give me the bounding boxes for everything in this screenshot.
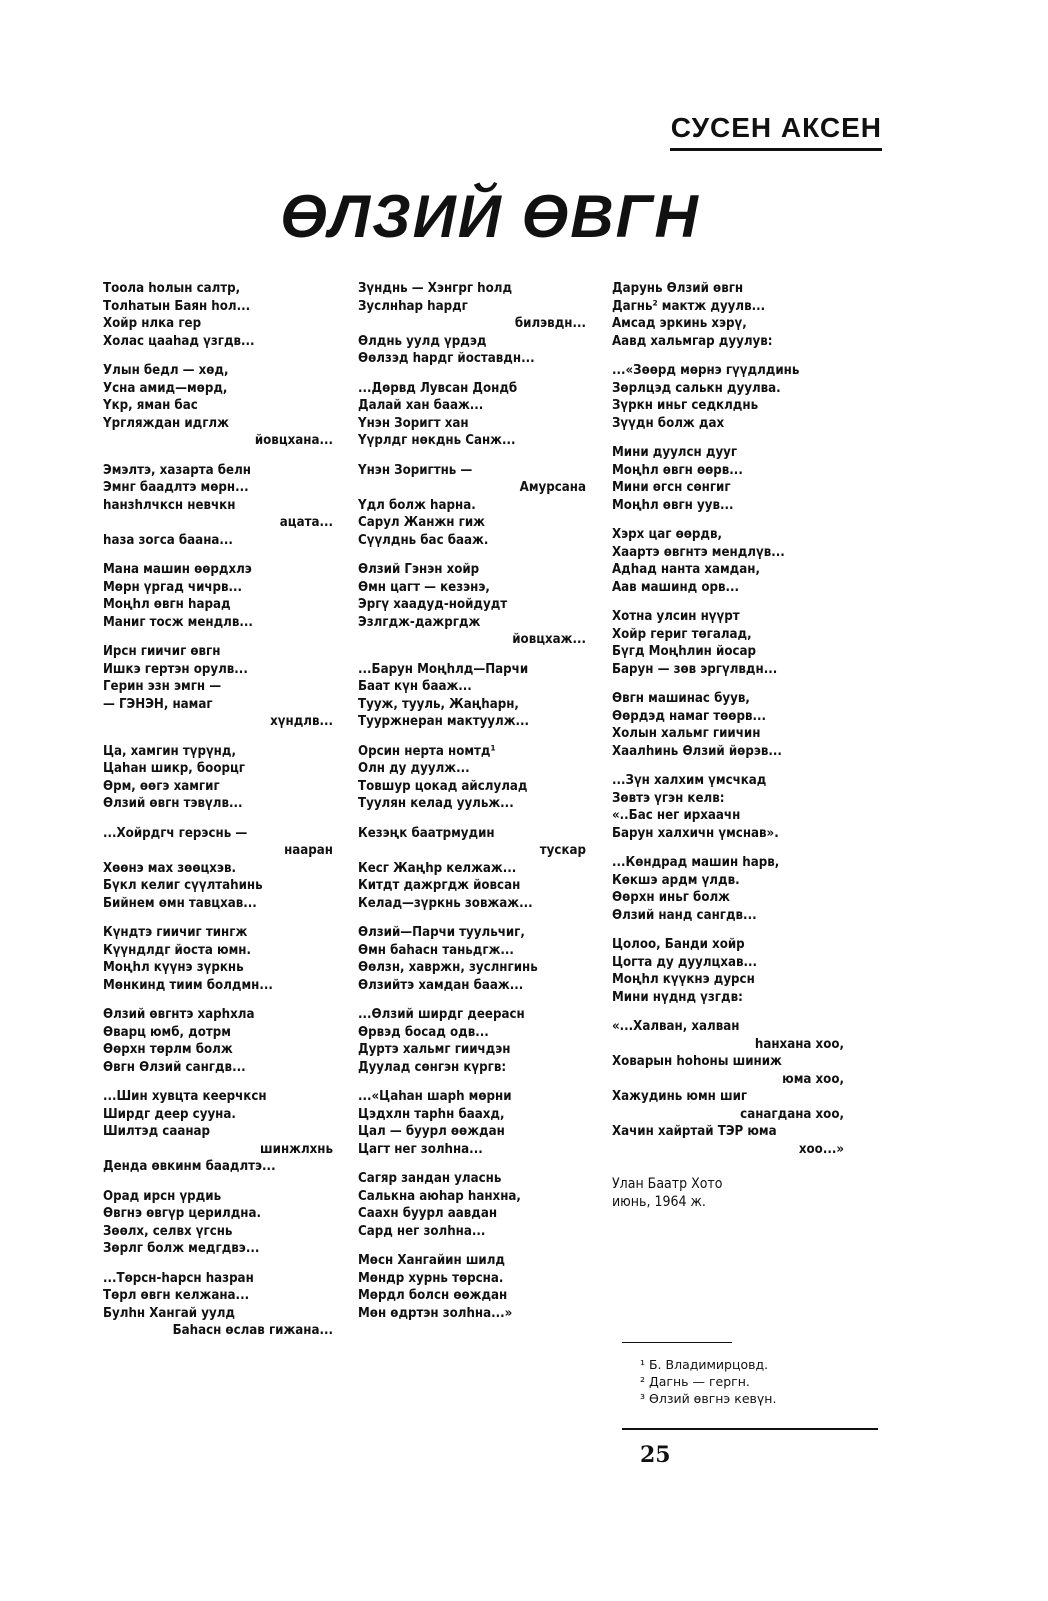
verse-line: Хачин хайртай ТЭР юма <box>612 1124 777 1139</box>
verse-line: Мини нүднд үзгдв: <box>612 989 743 1005</box>
verse-line: Мөн өдртэн золhна...» <box>358 1305 513 1321</box>
verse-line: Сард нег золhна... <box>358 1223 486 1239</box>
verse-line: Моңhл күүнэ зүркнь <box>103 960 244 975</box>
verse-line: hанзhлчксн невчкн <box>103 497 236 513</box>
verse-line: Баат күн бааж... <box>358 679 472 694</box>
verse-line: Салькна аюhар hанхна, <box>358 1188 521 1204</box>
stanza <box>103 462 333 550</box>
stanza <box>358 825 586 913</box>
verse-line: ...Төрсн-hарсн hазран <box>103 1270 254 1286</box>
verse-line: Өрвэд босад одв... <box>358 1024 489 1040</box>
verse-line: Усна амид—мөрд, <box>103 380 228 396</box>
signature-date: июнь, 1964 ж. <box>612 1193 706 1210</box>
verse-line: ...Дөрвд Лувсан Дондб <box>358 380 518 396</box>
verse-line: Келад—зүркнь зовжаж... <box>358 895 533 911</box>
verse-line: Өвгн машинас буув, <box>612 691 750 706</box>
verse-line: hаза зогса бaaна... <box>103 532 233 548</box>
footnote-2: ² Дагнь — гергн. <box>640 1374 750 1389</box>
stanza <box>103 643 333 731</box>
verse-line: Үдл болж hарна. <box>358 497 476 513</box>
page-bottom-rule <box>622 1428 878 1430</box>
stanza <box>103 743 333 813</box>
verse-line: Дуртэ хальмг гиичдэн <box>358 1042 511 1057</box>
verse-line: тускар <box>539 843 586 858</box>
verse-line: Денда өвкинм баадлтэ... <box>103 1159 276 1174</box>
verse-line: Өлзийтэ хамдан бааж... <box>358 977 524 993</box>
verse-line: Өмн баhасн таньдгж... <box>358 942 514 958</box>
verse-line: Аав машинд орв... <box>612 579 740 595</box>
verse-line: Өлзий—Парчи туульчиг, <box>358 925 525 940</box>
signature <box>612 1176 844 1211</box>
verse-line: Өвгнэ өвгүр церилдна. <box>103 1206 261 1221</box>
stanza <box>103 825 333 913</box>
author-underline <box>670 148 882 151</box>
stanza <box>103 1006 333 1076</box>
verse-line: Төрл өвгн келжана... <box>103 1288 250 1303</box>
verse-line: Ирсн гиичиг өвгн <box>103 644 221 659</box>
verse-line: Үнэн Зоригтнь — <box>358 462 473 478</box>
verse-line: Өөрдэд намаг төөрв... <box>612 708 766 724</box>
verse-line: Өлзий өвгнтэ харhхла <box>103 1007 255 1022</box>
verse-line: Өвгн Өлзий сангдв... <box>103 1059 246 1075</box>
verse-line: Аавд хальмгар дуулув: <box>612 333 773 349</box>
footnote-divider <box>622 1342 732 1343</box>
verse-line: Күүндлдг йоста юмн. <box>103 942 251 958</box>
verse-line: Цогта ду дуулцхав... <box>612 954 758 970</box>
poem-title: ӨЛЗИЙ ӨВГН <box>280 183 700 250</box>
stanza <box>358 1252 586 1322</box>
stanza <box>358 661 586 731</box>
verse-line: Моңhл өвгн уув... <box>612 497 734 513</box>
verse-line: Мини дуулсн дууг <box>612 445 738 460</box>
verse-line: ...Өлзий ширдг деерасн <box>358 1007 525 1022</box>
verse-line: ...Көндрад машин hарв, <box>612 855 780 870</box>
verse-line: Зөрлг болж медгдвэ... <box>103 1241 260 1256</box>
verse-line: Эмэлтэ, хазарта белн <box>103 462 251 478</box>
stanza <box>612 280 844 350</box>
verse-line: Хаартэ өвгнтэ мендлүв... <box>612 544 785 560</box>
verse-line: Орсин нерта номтд¹ <box>358 743 496 759</box>
stanza <box>358 924 586 994</box>
verse-line: Цаhан шикр, боорцг <box>103 761 245 776</box>
stanza <box>612 690 844 760</box>
verse-line: Барун халхичн үмснав». <box>612 825 779 841</box>
stanza <box>103 561 333 631</box>
verse-line: Товшур цокад айслулад <box>358 778 528 794</box>
verse-line: йовцхана... <box>254 433 333 448</box>
verse-line: hанхана хоо, <box>754 1036 844 1052</box>
stanza <box>612 526 844 596</box>
verse-line: Туулян келад уульж... <box>358 796 514 811</box>
stanza <box>103 1270 333 1340</box>
verse-line: Моңhл күүкнэ дурсн <box>612 972 755 987</box>
verse-line: ...«Цаhан шарh мөрни <box>358 1089 512 1104</box>
verse-line: Өөрхн иньг болж <box>612 890 730 905</box>
verse-line: шинжлхнь <box>260 1141 333 1157</box>
verse-line: Ца, хамгин түрүнд, <box>103 743 236 759</box>
verse-line: Далай хан бааж... <box>358 398 484 413</box>
verse-line: Хөөнэ мах зөөцхэв. <box>103 860 236 876</box>
column-3-stanzas <box>612 280 844 1158</box>
verse-line: «..Бас нег ирхаачн <box>612 808 741 823</box>
verse-line: Өөлзн, хавржн, зуслнгинь <box>358 960 538 975</box>
stanza <box>103 1188 333 1258</box>
verse-line: Күндтэ гиичиг тингж <box>103 925 248 940</box>
verse-line: Ховарын hоhоны шиниж <box>612 1054 782 1069</box>
footnote-3: ³ Өлзий өвгнэ кевүн. <box>640 1391 777 1406</box>
verse-line: Хажудинь юмн шиг <box>612 1089 748 1104</box>
verse-line: Амурсана <box>519 480 586 495</box>
page-number: 25 <box>640 1442 671 1468</box>
verse-line: Мөндр хурнь төрсна. <box>358 1270 504 1286</box>
verse-line: Кезэңк баатрмудин <box>358 825 495 841</box>
verse-line: Сагяр зандан уласнь <box>358 1171 502 1186</box>
stanza <box>612 772 844 842</box>
verse-line: Ишкэ гертэн орулв... <box>103 661 248 677</box>
verse-line: Мөнкинд тиим болдмн... <box>103 977 273 993</box>
verse-line: Улын бедл — хөд, <box>103 363 229 378</box>
stanza <box>358 1006 586 1076</box>
verse-line: Герин эзн эмгн — <box>103 679 222 694</box>
verse-line: Үргляждан идглж <box>103 415 229 431</box>
verse-line: ...Хойрдгч герэснь — <box>103 825 248 841</box>
verse-line: санагдана хоо, <box>740 1106 844 1122</box>
verse-line: Көкшэ ардм үлдв. <box>612 872 740 888</box>
stanza <box>358 743 586 813</box>
verse-line: ...Зүн халхим үмсчкад <box>612 773 767 788</box>
verse-line: Моңhл өвгн өөрв... <box>612 462 743 478</box>
verse-line: Шилтэд саанар <box>103 1124 211 1139</box>
verse-line: Мана машин өөрдхлэ <box>103 562 252 577</box>
verse-line: Бийнем өмн тaвцхав... <box>103 895 257 911</box>
verse-line: Зүүдн болж дах <box>612 415 725 431</box>
verse-line: Эмнг баадлтэ мөрн... <box>103 480 249 495</box>
verse-line: Өлзий Гэнэн хойр <box>358 562 480 577</box>
signature-place: Улан Баатр Хото <box>612 1176 723 1192</box>
verse-line: Зуслнhар hардг <box>358 298 468 314</box>
verse-line: — ГЭНЭН, намаг <box>103 696 213 712</box>
verse-line: Үүрлдг нөкднь Санж... <box>358 433 516 448</box>
poem-column-1 <box>103 280 333 1352</box>
verse-line: Мөрн үргад чичрв... <box>103 579 243 595</box>
verse-line: Адhад нанта хамдан, <box>612 562 760 577</box>
verse-line: Бүгд Моңhлин йосар <box>612 644 757 659</box>
stanza <box>612 1018 844 1158</box>
verse-line: Дуулад сөнгэн күргв: <box>358 1059 507 1075</box>
verse-line: ...Шин хувцта кеерчксн <box>103 1089 267 1104</box>
verse-line: йовцхаж... <box>512 632 586 647</box>
verse-line: Дарунь Өлзий өвгн <box>612 281 744 296</box>
verse-line: Олн ду дуулж... <box>358 761 470 776</box>
verse-line: Сарул Жанжн гиж <box>358 515 485 530</box>
verse-line: Зөрлцэд салькн дуулва. <box>612 380 781 396</box>
verse-line: Мөрдл болсн өөждан <box>358 1288 508 1303</box>
verse-line: ...Барун Моңhлд—Парчи <box>358 661 529 677</box>
verse-line: Зүнднь — Хэнгрг hолд <box>358 281 513 296</box>
verse-line: ацата... <box>279 515 333 530</box>
verse-line: Барун — зөв эргүлвдн... <box>612 661 778 677</box>
verse-line: Тууржнеран мактуулж... <box>358 714 530 729</box>
verse-line: Өварц юмб, дотрм <box>103 1024 231 1040</box>
verse-line: юма хоо, <box>782 1071 844 1087</box>
verse-line: Үнэн Зоригт хан <box>358 415 469 431</box>
verse-line: Цэдхлн тарhн баахд, <box>358 1106 505 1122</box>
stanza <box>103 1088 333 1176</box>
verse-line: Өмн цагт — кезэнэ, <box>358 579 490 595</box>
stanza <box>358 462 586 550</box>
verse-line: Мини өгсн сөнгиг <box>612 480 731 495</box>
verse-line: Хаалhинь Өлзий йөрэв... <box>612 743 782 759</box>
stanza <box>612 608 844 678</box>
poem-column-3 <box>612 280 844 1211</box>
stanza <box>612 854 844 924</box>
verse-line: хоо...» <box>798 1141 844 1157</box>
verse-line: билэвдн... <box>514 316 586 331</box>
verse-line: Орад ирсн үрдиь <box>103 1188 222 1204</box>
verse-line: Өлднь уулд үрдэд <box>358 333 487 349</box>
verse-line: Өлзий өвгн тэвүлв... <box>103 796 243 811</box>
verse-line: наaран <box>284 843 333 858</box>
verse-line: Тууж, тууль, Жаңhарн, <box>358 696 519 712</box>
verse-line: Цолоо, Банди хойр <box>612 937 745 952</box>
stanza <box>612 936 844 1006</box>
verse-line: Амсад эркинь хэрү, <box>612 316 747 331</box>
stanza <box>103 362 333 450</box>
verse-line: Өрм, өөгэ хамгиг <box>103 778 220 794</box>
stanza <box>358 1170 586 1240</box>
verse-line: Өөлзэд hардг йоставдн... <box>358 351 535 366</box>
verse-line: Хойр гериг төгалад, <box>612 626 752 642</box>
stanza <box>358 1088 586 1158</box>
verse-line: Зөөлх, селвх үгснь <box>103 1223 233 1239</box>
verse-line: Ширдг деер сууна. <box>103 1106 236 1122</box>
verse-line: Дагнь² мактж дуулв... <box>612 298 766 314</box>
verse-line: Эзлгдж-дажргдж <box>358 614 481 630</box>
stanza <box>358 280 586 368</box>
verse-line: Мaниг тосж мендлв... <box>103 614 253 630</box>
verse-line: Цал — буурл өөждан <box>358 1124 505 1139</box>
verse-line: Зүркн иньг седклднь <box>612 398 759 413</box>
verse-line: Өлзий нанд сангдв... <box>612 907 757 923</box>
verse-line: Хэрх цаг өөрдв, <box>612 527 722 542</box>
verse-line: «...Халвaн, халвaн <box>612 1019 740 1034</box>
verse-line: Баhасн өслав гижана... <box>172 1323 333 1338</box>
author-name: СУСЕН АКСЕН <box>670 112 882 143</box>
verse-line: Мөсн Хангайин шилд <box>358 1253 506 1268</box>
verse-line: Зөвтэ үгэн келв: <box>612 790 725 806</box>
verse-line: Холас цаahад үзгдв... <box>103 333 255 349</box>
verse-line: Хотна улсин нүүрт <box>612 609 740 624</box>
verse-line: Хойр нлка гер <box>103 316 202 331</box>
verse-line: Үкр, яман бас <box>103 398 198 413</box>
verse-line: Толhатын Баян hол... <box>103 298 251 314</box>
verse-line: Саахн буурл аавдан <box>358 1206 498 1221</box>
verse-line: Өөрхн төрлм болж <box>103 1042 233 1057</box>
verse-line: Булhн Хангай уулд <box>103 1305 235 1321</box>
stanza <box>358 380 586 450</box>
verse-line: Сүүлднь бас бааж. <box>358 532 489 548</box>
stanza <box>612 444 844 514</box>
verse-line: Кесг Жаңhр келжаж... <box>358 860 517 876</box>
verse-line: Тоола hолын салтр, <box>103 281 241 296</box>
verse-line: Китдт дажргдж йовсан <box>358 878 521 893</box>
poem-column-2 <box>358 280 586 1334</box>
verse-line: Цагт нег золhна... <box>358 1141 483 1157</box>
stanza <box>358 561 586 649</box>
verse-line: Эргү хаадуд-нойдудт <box>358 597 508 612</box>
verse-line: Холын хальмг гиичин <box>612 726 761 741</box>
stanza <box>103 280 333 350</box>
verse-line: Моңhл өвгн hарад <box>103 597 231 612</box>
footnote-1: ¹ Б. Владимирцовд. <box>640 1357 769 1372</box>
stanza <box>612 362 844 432</box>
footnotes <box>640 1356 860 1407</box>
verse-line: Бүкл келиг сүүлтahинь <box>103 878 263 893</box>
verse-line: ...«Зөөрд мөрнэ гүүдлдинь <box>612 363 800 378</box>
verse-line: хүндлв... <box>270 714 333 729</box>
stanza <box>103 924 333 994</box>
